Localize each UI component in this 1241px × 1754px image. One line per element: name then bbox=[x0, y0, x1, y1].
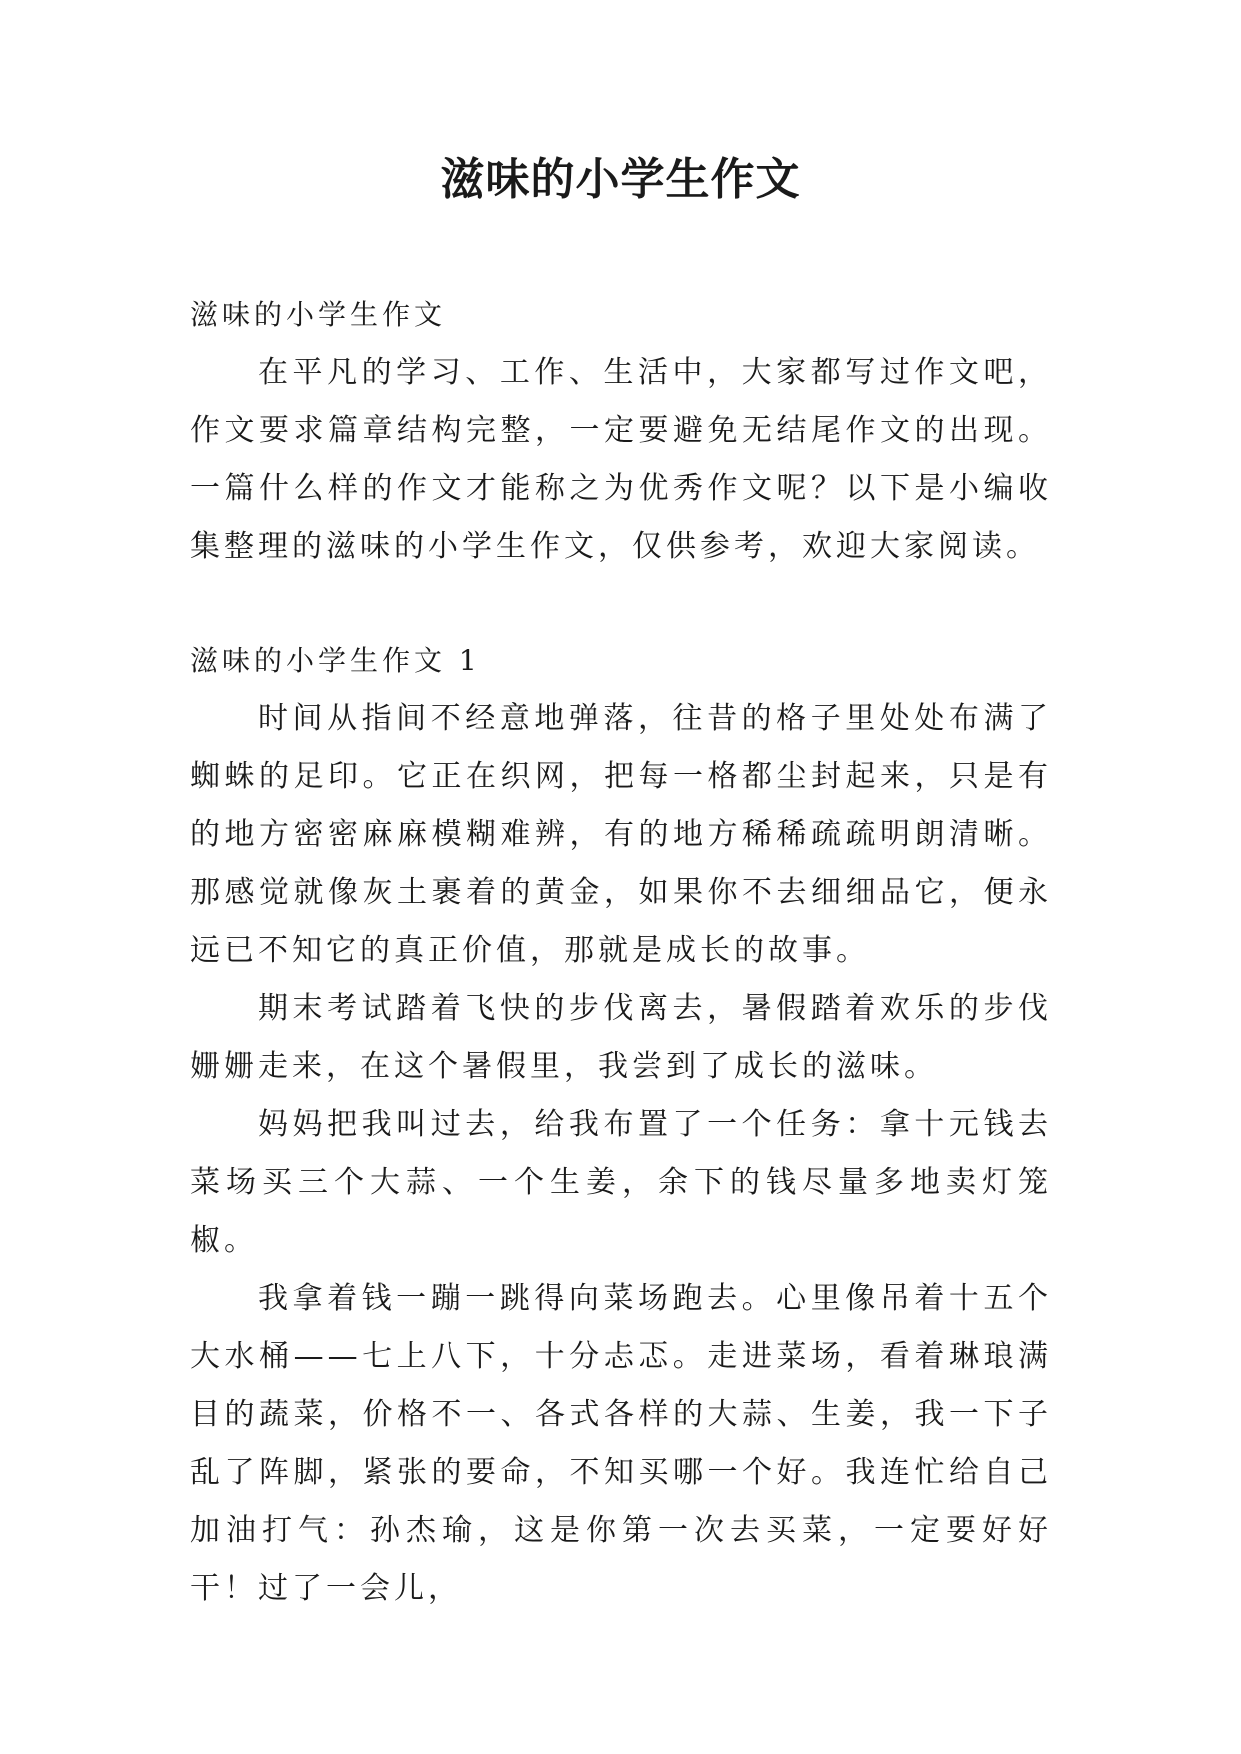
document-body bbox=[190, 286, 1052, 1618]
body-paragraph: 时间从指间不经意地弹落，往昔的格子里处处布满了蜘蛛的足印。它正在织网，把每一格都尘封起来，只是有的地方密密麻麻模糊难辨，有的地方稀稀疏疏明朗清晰。那感觉就像灰土裹着的黄金，如果你不去细细品它，便永远已不知它的真正价值，那就是成长的故事。 bbox=[190, 701, 1052, 968]
intro-paragraph: 在平凡的学习、工作、生活中，大家都写过作文吧，作文要求篇章结构完整，一定要避免无结尾作文的出现。一篇什么样的作文才能称之为优秀作文呢？以下是小编收集整理的滋味的小学生作文，仅供参考，欢迎大家阅读。 bbox=[190, 355, 1052, 564]
body-paragraph: 期末考试踏着飞快的步伐离去，暑假踏着欢乐的步伐姗姗走来，在这个暑假里，我尝到了成长的滋味。 bbox=[190, 991, 1052, 1084]
document-subtitle: 滋味的小学生作文 bbox=[190, 298, 447, 331]
document-title: 滋味的小学生作文 bbox=[440, 154, 801, 205]
body-paragraph: 我拿着钱一蹦一跳得向菜场跑去。心里像吊着十五个大水桶——七上八下，十分忐忑。走进菜场，看着琳琅满目的蔬菜，价格不一、各式各样的大蒜、生姜，我一下子乱了阵脚，紧张的要命，不知买哪一个好。我连忙给自己加油打气：孙杰瑜，这是你第一次去买菜，一定要好好干！过了一会儿， bbox=[190, 1281, 1052, 1606]
body-paragraph: 妈妈把我叫过去，给我布置了一个任务：拿十元钱去菜场买三个大蒜、一个生姜，余下的钱尽量多地卖灯笼椒。 bbox=[190, 1107, 1052, 1258]
section-heading: 滋味的小学生作文 1 bbox=[190, 644, 481, 677]
